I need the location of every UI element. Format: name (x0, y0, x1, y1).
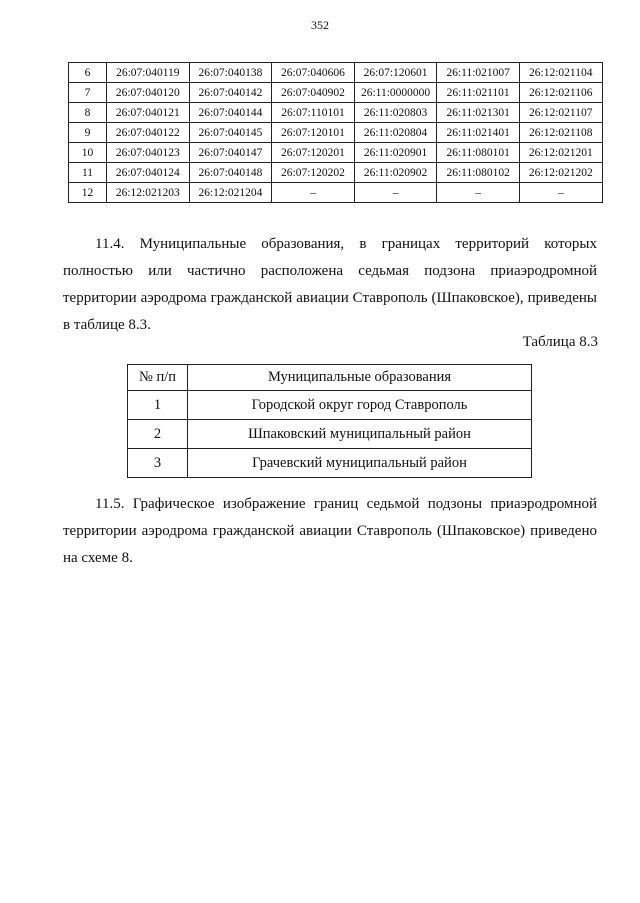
cadastral-code-cell: 26:11:020803 (354, 103, 437, 123)
paragraph-11-5: 11.5. Графическое изображение границ седьмой подзоны приаэродромной территории аэродрома гражданской авиации Ставрополь (Шпаковское) приведено на схеме 8. (63, 496, 597, 566)
cadastral-code-cell: 26:12:021106 (519, 83, 602, 103)
cadastral-code-cell: 26:12:021107 (519, 103, 602, 123)
cadastral-code-cell: 26:11:021101 (437, 83, 520, 103)
table-row (128, 391, 532, 420)
municipalities-table (127, 364, 532, 478)
cadastral-code-cell: – (519, 183, 602, 203)
page-number: 352 (311, 18, 329, 32)
cadastral-code-cell: 26:12:021104 (519, 63, 602, 83)
cadastral-code-cell: 26:07:040606 (272, 63, 355, 83)
cadastral-code-cell: – (437, 183, 520, 203)
table-row (69, 63, 603, 83)
cadastral-code-cell: 26:07:040144 (189, 103, 272, 123)
table-row (128, 449, 532, 478)
cadastral-code-cell: 26:11:080102 (437, 163, 520, 183)
municipality-name: Городской округ город Ставрополь (188, 391, 532, 420)
cadastral-code-cell: 26:11:020902 (354, 163, 437, 183)
cadastral-code-cell: 26:07:040147 (189, 143, 272, 163)
row-number: 3 (128, 449, 188, 478)
cadastral-code-cell: 26:07:040123 (107, 143, 190, 163)
cadastral-code-cell: 26:07:120101 (272, 123, 355, 143)
cadastral-code-cell: 26:07:040119 (107, 63, 190, 83)
cadastral-code-cell: 26:11:080101 (437, 143, 520, 163)
municipality-name: Грачевский муниципальный район (188, 449, 532, 478)
cadastral-code-cell: 26:07:040142 (189, 83, 272, 103)
cadastral-code-cell: 26:07:040120 (107, 83, 190, 103)
cadastral-codes-table (68, 62, 603, 203)
municipality-name: Шпаковский муниципальный район (188, 420, 532, 449)
cadastral-code-cell: 26:07:040148 (189, 163, 272, 183)
cadastral-code-cell: 26:07:040145 (189, 123, 272, 143)
cadastral-code-cell: 26:11:0000000 (354, 83, 437, 103)
table-row (128, 420, 532, 449)
cadastral-code-cell: 26:12:021108 (519, 123, 602, 143)
cadastral-code-cell: – (272, 183, 355, 203)
row-number: 9 (69, 123, 107, 143)
row-number: 6 (69, 63, 107, 83)
table-header-row (128, 365, 532, 391)
cadastral-code-cell: 26:12:021204 (189, 183, 272, 203)
header-number: № п/п (128, 365, 188, 391)
row-number: 12 (69, 183, 107, 203)
table-row (69, 123, 603, 143)
row-number: 7 (69, 83, 107, 103)
row-number: 8 (69, 103, 107, 123)
cadastral-code-cell: 26:07:040122 (107, 123, 190, 143)
row-number: 1 (128, 391, 188, 420)
header-municipalities: Муниципальные образования (188, 365, 532, 391)
cadastral-code-cell: 26:07:120201 (272, 143, 355, 163)
cadastral-code-cell: 26:12:021202 (519, 163, 602, 183)
cadastral-code-cell: 26:07:120202 (272, 163, 355, 183)
cadastral-code-cell: 26:07:040121 (107, 103, 190, 123)
row-number: 2 (128, 420, 188, 449)
cadastral-code-cell: 26:07:120601 (354, 63, 437, 83)
table-caption: Таблица 8.3 (522, 334, 598, 350)
cadastral-code-cell: 26:07:040138 (189, 63, 272, 83)
table-row (69, 83, 603, 103)
cadastral-code-cell: 26:07:110101 (272, 103, 355, 123)
cadastral-code-cell: 26:11:020804 (354, 123, 437, 143)
table-row (69, 163, 603, 183)
cadastral-code-cell: 26:07:040902 (272, 83, 355, 103)
table-row (69, 103, 603, 123)
row-number: 11 (69, 163, 107, 183)
table-row (69, 143, 603, 163)
cadastral-code-cell: 26:12:021201 (519, 143, 602, 163)
row-number: 10 (69, 143, 107, 163)
paragraph-11-4: 11.4. Муниципальные образования, в границах территорий которых полностью или частично расположена седьмая подзона приаэродромной территории аэродрома гражданской авиации Ставрополь (Шпаковское), приведены в таблице 8.3. (63, 236, 597, 333)
cadastral-code-cell: 26:12:021203 (107, 183, 190, 203)
cadastral-code-cell: 26:07:040124 (107, 163, 190, 183)
cadastral-code-cell: 26:11:021007 (437, 63, 520, 83)
cadastral-code-cell: 26:11:020901 (354, 143, 437, 163)
cadastral-code-cell: 26:11:021301 (437, 103, 520, 123)
cadastral-code-cell: – (354, 183, 437, 203)
cadastral-code-cell: 26:11:021401 (437, 123, 520, 143)
table-row (69, 183, 603, 203)
